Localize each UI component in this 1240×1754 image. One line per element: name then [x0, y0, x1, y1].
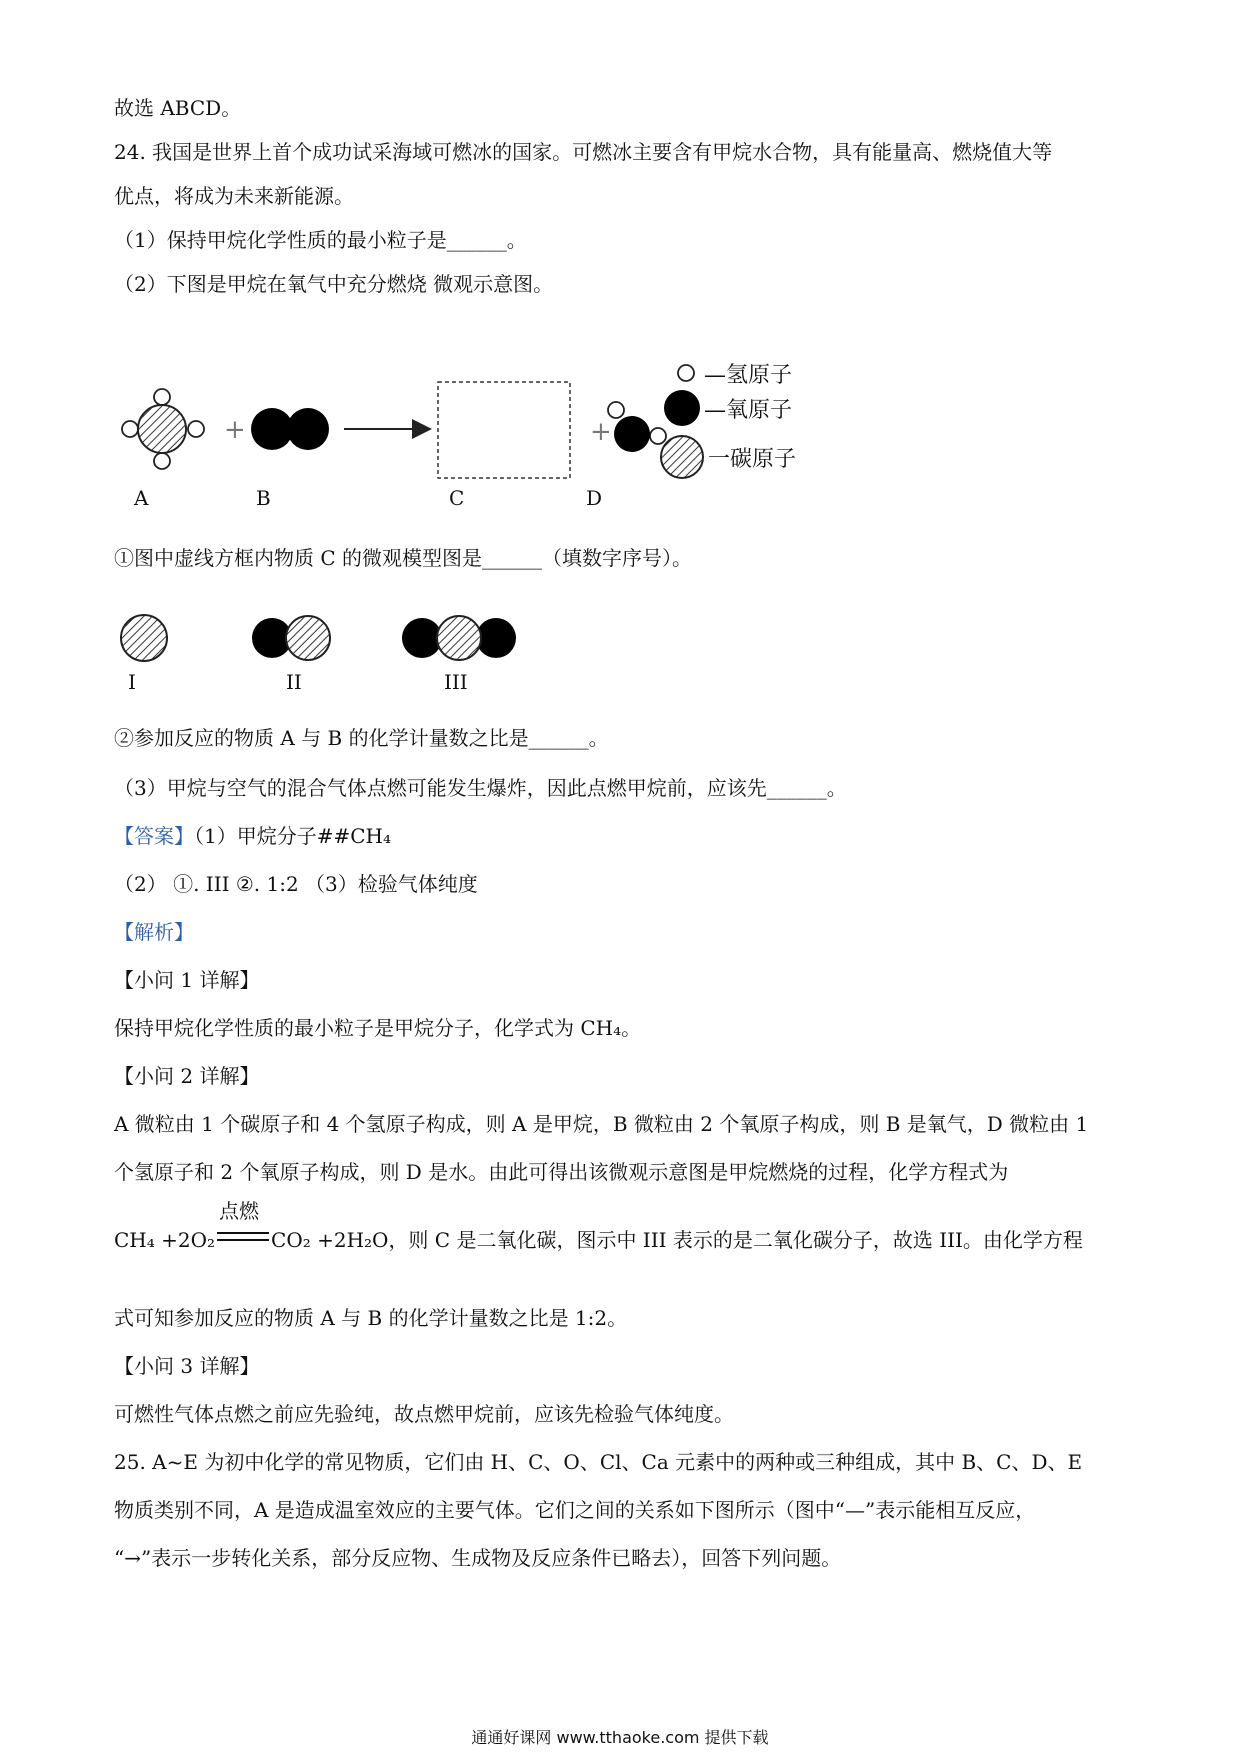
options-diagram [100, 600, 540, 700]
label-ii: II [286, 670, 302, 694]
question-24-part-3: （3）甲烷与空气的混合气体点燃可能发生爆炸，因此点燃甲烷前，应该先______。 [114, 776, 847, 800]
molecule-a-methane [122, 389, 204, 469]
answer-line-1 [114, 822, 391, 850]
dashed-box-c [438, 382, 570, 478]
equation-left: CH₄ +2O₂ [114, 1228, 216, 1252]
plus-sign: + [224, 415, 246, 445]
equation-line [114, 1199, 1083, 1254]
question-24-part-2-1: ①图中虚线方框内物质 C 的微观模型图是______（填数字序号）。 [114, 546, 693, 570]
molecule-d-water [608, 402, 666, 452]
answer-2: （2） ①. III ②. 1:2 （3）检验气体纯度 [114, 872, 478, 896]
label-iii: III [444, 670, 468, 694]
question-25-line-2: 物质类别不同，A 是造成温室效应的主要气体。它们之间的关系如下图所示（图中“—”表示能相互反应， [114, 1498, 1036, 1522]
label-b: B [256, 486, 271, 510]
legend-carbon: 一碳原子 [708, 447, 797, 472]
page-footer: 通通好课网 www.tthaoke.com 提供下载 [471, 1728, 769, 1747]
sub2-text-1: A 微粒由 1 个碳原子和 4 个氢原子构成，则 A 是甲烷，B 微粒由 2 个氧原子构成，则 B 是氧气，D 微粒由 1 [114, 1112, 1089, 1136]
question-24-part-1: （1）保持甲烷化学性质的最小粒子是______。 [114, 228, 527, 252]
text-line: 优点，将成为未来新能源。 [114, 184, 354, 208]
question-24-part-2-2: ②参加反应的物质 A 与 B 的化学计量数之比是______。 [114, 726, 609, 750]
label-c: C [449, 486, 465, 510]
sub1-title: 【小问 1 详解】 [114, 968, 260, 992]
equation-condition: 点燃 [219, 1199, 260, 1223]
label-i: I [128, 670, 136, 694]
sub3-title: 【小问 3 详解】 [114, 1354, 260, 1378]
question-25-line-3: “→”表示一步转化关系，部分反应物、生成物及反应条件已略去），回答下列问题。 [114, 1546, 842, 1570]
equation-sign [217, 1199, 269, 1247]
question-24-part-2: （2）下图是甲烷在氧气中充分燃烧 微观示意图。 [114, 272, 554, 296]
legend-oxygen: —氧原子 [704, 398, 793, 423]
legend [661, 363, 796, 478]
answer-1: （1）甲烷分子##CH₄ [194, 824, 392, 848]
legend-hydrogen: —氢原子 [704, 363, 793, 388]
sub1-text: 保持甲烷化学性质的最小粒子是甲烷分子，化学式为 CH₄。 [114, 1016, 642, 1040]
text-line: 故选 ABCD。 [114, 96, 242, 120]
option-i-model [121, 615, 167, 661]
answer-label: 【答案】 [114, 824, 194, 848]
label-a: A [134, 486, 149, 510]
equation-right: CO₂ +2H₂O [271, 1228, 389, 1252]
sub2-text-3: ，则 C 是二氧化碳，图示中 III 表示的是二氧化碳分子，故选 III。由化学方程 [388, 1228, 1083, 1252]
label-d: D [586, 486, 603, 510]
question-24-stem: 24. 我国是世界上首个成功试采海域可燃冰的国家。可燃冰主要含有甲烷水合物，具有能量高、燃烧值大等 [114, 140, 1053, 164]
question-25-line-1: 25. A~E 为初中化学的常见物质，它们由 H、C、O、Cl、Ca 元素中的两种或三种组成，其中 B、C、D、E [114, 1450, 1083, 1474]
plus-sign: + [590, 417, 612, 447]
sub3-text: 可燃性气体点燃之前应先验纯，故点燃甲烷前，应该先检验气体纯度。 [114, 1402, 734, 1426]
option-ii-model [252, 616, 330, 660]
analysis-label: 【解析】 [114, 920, 194, 944]
reaction-diagram [100, 340, 920, 520]
sub2-text-4: 式可知参加反应的物质 A 与 B 的化学计量数之比是 1:2。 [114, 1306, 628, 1330]
sub2-title: 【小问 2 详解】 [114, 1064, 260, 1088]
double-line [217, 1232, 269, 1241]
option-iii-model [402, 616, 516, 660]
sub2-text-2: 个氢原子和 2 个氧原子构成，则 D 是水。由此可得出该微观示意图是甲烷燃烧的过程，化学方程式为 [114, 1160, 1009, 1184]
molecule-b-oxygen [251, 408, 329, 450]
